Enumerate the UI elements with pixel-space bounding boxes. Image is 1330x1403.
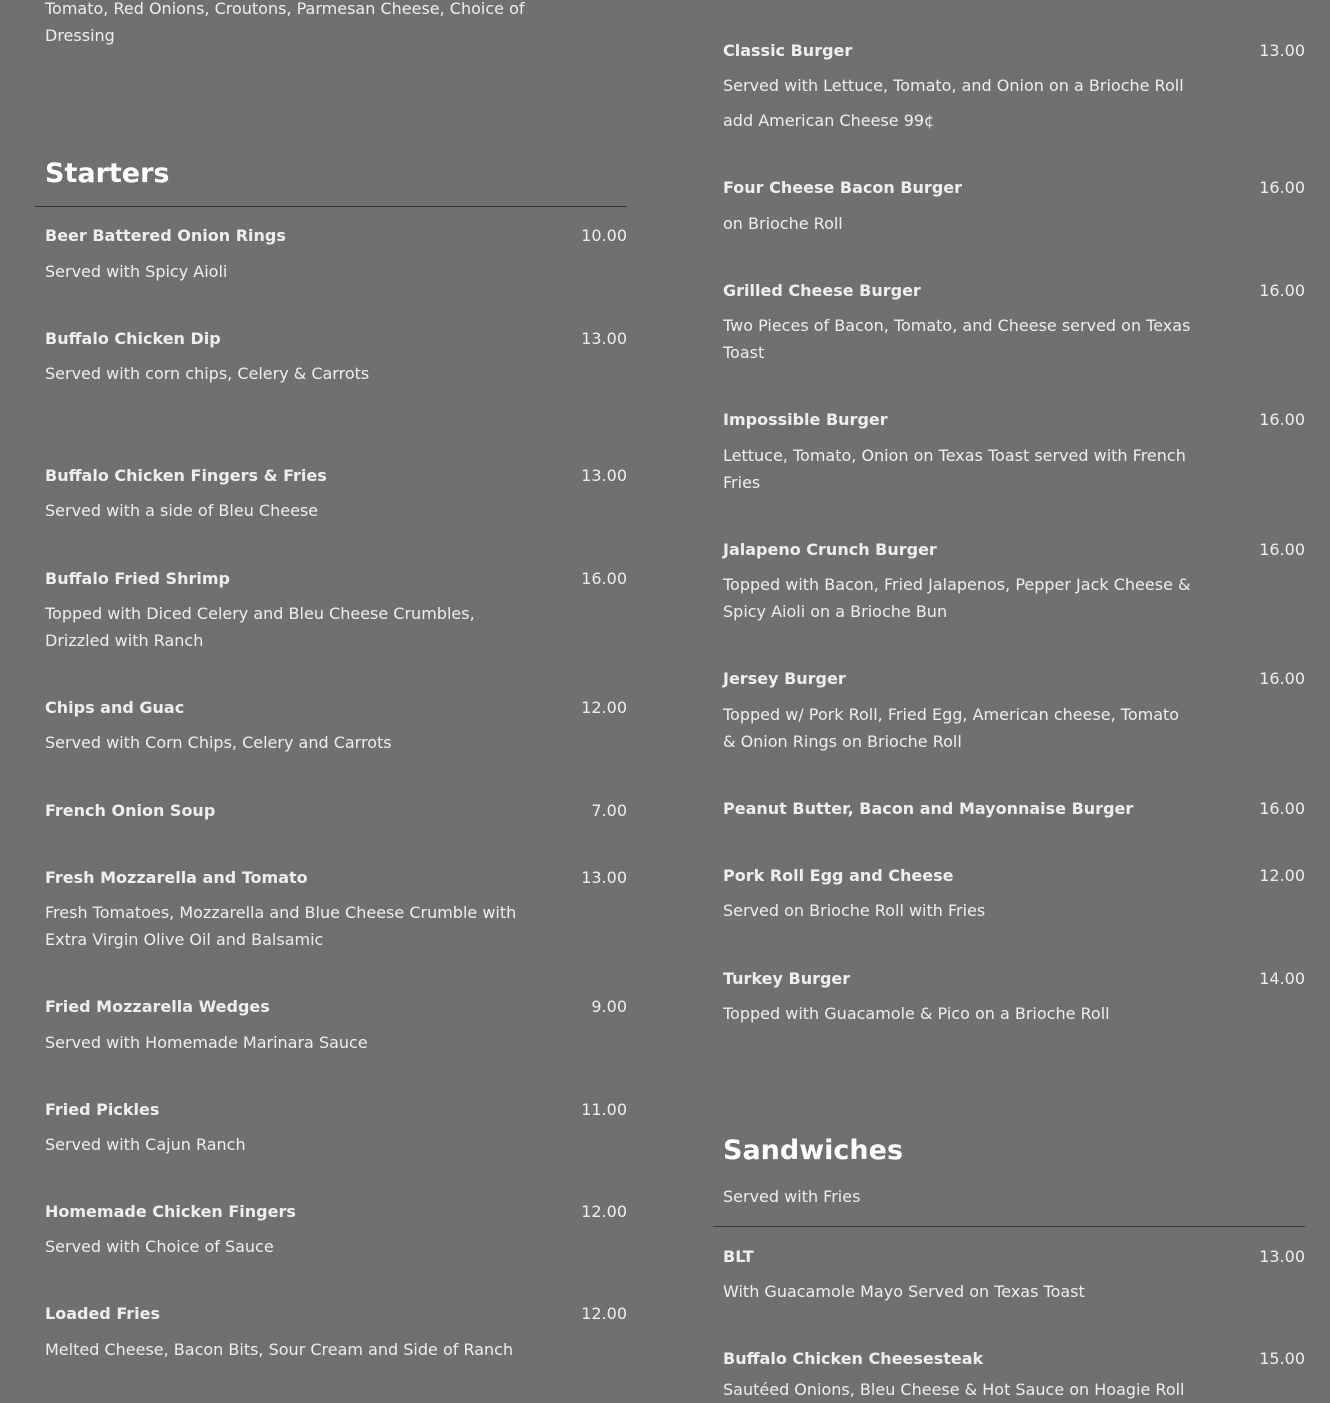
item-name: Buffalo Chicken Fingers & Fries xyxy=(45,466,327,485)
item-description: Lettuce, Tomato, Onion on Texas Toast served with French Fries xyxy=(723,446,1186,492)
item-description: Fresh Tomatoes, Mozzarella and Blue Cheese Crumble with Extra Virgin Olive Oil and Balsamic xyxy=(45,903,517,949)
item-description: Topped with Bacon, Fried Jalapenos, Pepper Jack Cheese & Spicy Aioli on a Brioche Bun xyxy=(723,575,1191,621)
item-name: Impossible Burger xyxy=(723,410,888,429)
item-name: Four Cheese Bacon Burger xyxy=(723,178,963,197)
item-description: Served on Brioche Roll with Fries xyxy=(723,901,986,920)
right-menu-column xyxy=(665,0,1330,1399)
item-name: Fresh Mozzarella and Tomato xyxy=(45,868,308,887)
left-menu-column xyxy=(0,0,665,1394)
starters-heading: Starters xyxy=(45,158,170,189)
item-name: Peanut Butter, Bacon and Mayonnaise Burger xyxy=(723,799,1134,818)
item-price: 13.00 xyxy=(1259,1247,1305,1266)
item-description: Topped with Diced Celery and Bleu Cheese Crumbles, Drizzled with Ranch xyxy=(45,604,475,650)
item-price: 16.00 xyxy=(581,569,627,588)
item-price: 10.00 xyxy=(581,226,627,245)
item-description: Served with Homemade Marinara Sauce xyxy=(45,1033,368,1052)
item-name: Turkey Burger xyxy=(723,969,851,988)
item-price: 12.00 xyxy=(581,698,627,717)
item-name: Loaded Fries xyxy=(45,1304,160,1323)
item-description: With Guacamole Mayo Served on Texas Toast xyxy=(723,1282,1085,1301)
starters-divider xyxy=(35,206,627,207)
item-price: 14.00 xyxy=(1259,969,1305,988)
salad-description-fragment: Tomato, Red Onions, Croutons, Parmesan Cheese, Choice of Dressing xyxy=(45,0,525,45)
item-name: Chips and Guac xyxy=(45,698,185,717)
item-description: Served with Cajun Ranch xyxy=(45,1135,246,1154)
item-price: 15.00 xyxy=(1259,1349,1305,1368)
sandwiches-subtitle: Served with Fries xyxy=(723,1187,861,1206)
item-name: Homemade Chicken Fingers xyxy=(45,1202,296,1221)
item-price: 16.00 xyxy=(1259,410,1305,429)
item-description: Topped with Guacamole & Pico on a Brioche Roll xyxy=(723,1004,1110,1023)
sandwiches-heading: Sandwiches xyxy=(723,1135,904,1166)
item-name: BLT xyxy=(723,1247,754,1266)
item-description: Served with a side of Bleu Cheese xyxy=(45,501,319,520)
sandwiches-divider xyxy=(713,1226,1305,1227)
item-price: 16.00 xyxy=(1259,540,1305,559)
item-description: Served with Spicy Aioli xyxy=(45,262,228,281)
item-price: 16.00 xyxy=(1259,281,1305,300)
item-description: Served with Lettuce, Tomato, and Onion on a Brioche Roll xyxy=(723,76,1184,95)
item-description: Served with Corn Chips, Celery and Carrots xyxy=(45,733,392,752)
item-description: Served with Choice of Sauce xyxy=(45,1237,274,1256)
item-name: Fried Pickles xyxy=(45,1100,160,1119)
item-name: Jalapeno Crunch Burger xyxy=(723,540,937,559)
item-name: French Onion Soup xyxy=(45,801,216,820)
item-price: 13.00 xyxy=(1259,41,1305,60)
item-price: 12.00 xyxy=(581,1202,627,1221)
item-name: Jersey Burger xyxy=(723,669,846,688)
item-price: 16.00 xyxy=(1259,178,1305,197)
item-name: Buffalo Chicken Cheesesteak xyxy=(723,1349,984,1368)
item-price: 12.00 xyxy=(581,1304,627,1323)
item-name: Classic Burger xyxy=(723,41,853,60)
item-description: Two Pieces of Bacon, Tomato, and Cheese served on Texas Toast xyxy=(723,316,1191,362)
item-price: 11.00 xyxy=(581,1100,627,1119)
item-price: 13.00 xyxy=(581,329,627,348)
item-description: Served with corn chips, Celery & Carrots xyxy=(45,364,370,383)
item-price: 16.00 xyxy=(1259,799,1305,818)
item-description: Melted Cheese, Bacon Bits, Sour Cream and Side of Ranch xyxy=(45,1340,514,1359)
item-description: Topped w/ Pork Roll, Fried Egg, American cheese, Tomato & Onion Rings on Brioche Roll xyxy=(723,705,1180,751)
item-name: Grilled Cheese Burger xyxy=(723,281,921,300)
item-name: Pork Roll Egg and Cheese xyxy=(723,866,954,885)
item-price: 12.00 xyxy=(1259,866,1305,885)
item-price: 7.00 xyxy=(591,801,627,820)
item-name: Fried Mozzarella Wedges xyxy=(45,997,270,1016)
item-name: Buffalo Fried Shrimp xyxy=(45,569,230,588)
item-price: 13.00 xyxy=(581,466,627,485)
item-price: 13.00 xyxy=(581,868,627,887)
item-price: 9.00 xyxy=(591,997,627,1016)
item-addon: add American Cheese 99¢ xyxy=(723,111,935,130)
item-price: 16.00 xyxy=(1259,669,1305,688)
item-name: Beer Battered Onion Rings xyxy=(45,226,286,245)
item-description: Sautéed Onions, Bleu Cheese & Hot Sauce on Hoagie Roll xyxy=(723,1380,1185,1399)
item-name: Buffalo Chicken Dip xyxy=(45,329,221,348)
item-description: on Brioche Roll xyxy=(723,214,843,233)
